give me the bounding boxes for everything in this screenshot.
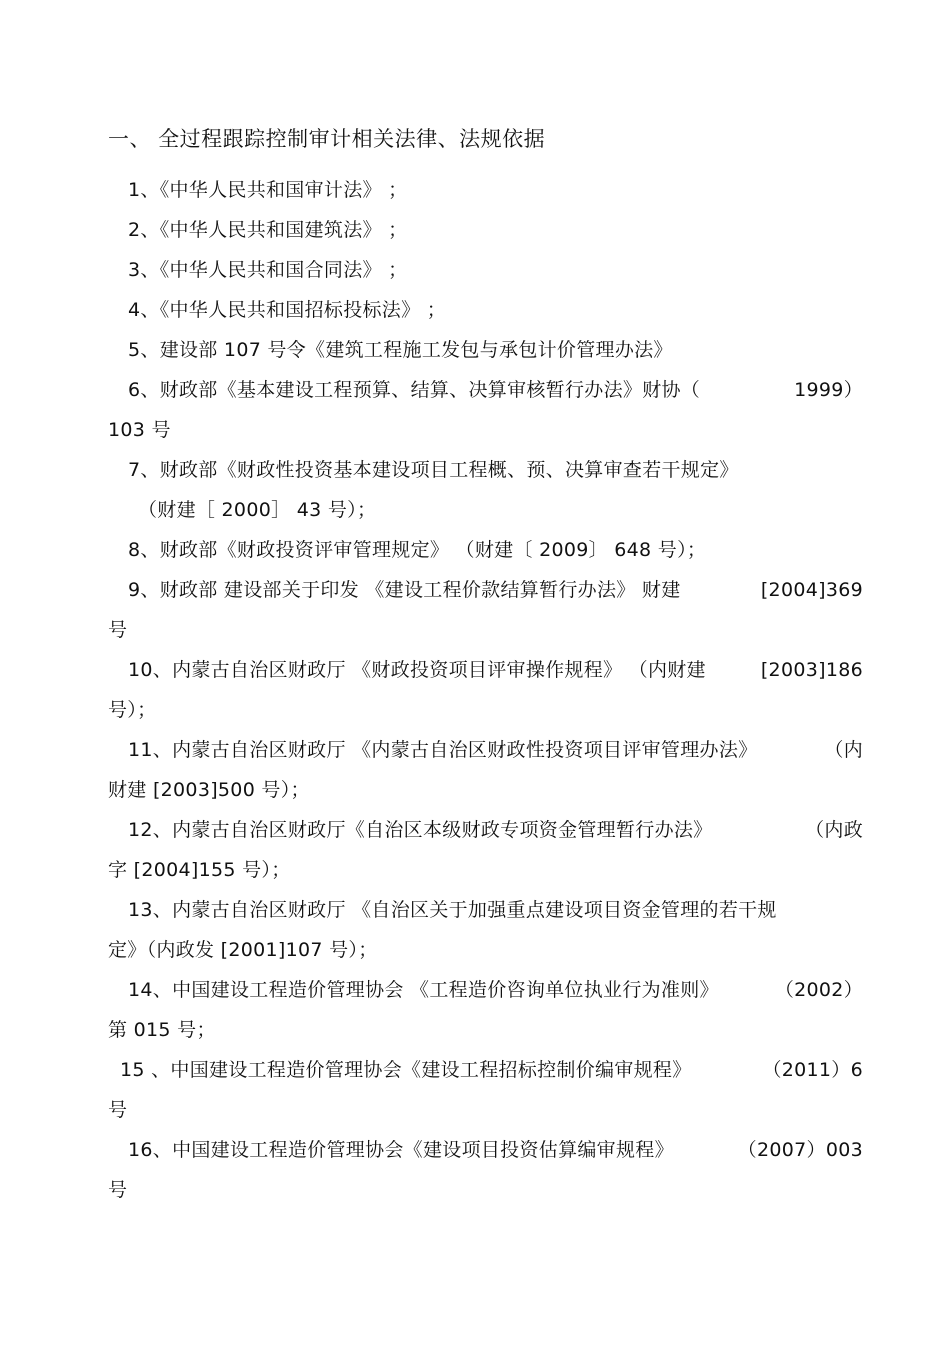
law-item-8: [108, 530, 863, 570]
law-item-text: 6、财政部《基本建设工程预算、结算、决算审核暂行办法》财协（: [128, 379, 701, 401]
law-item-text: 9、财政部 建设部关于印发 《建设工程价款结算暂行办法》 财建: [128, 579, 681, 601]
law-item-text: 8、财政部《财政投资评审管理规定》 （财建〔 2009〕 648 号）；: [128, 539, 707, 561]
law-item-tail: （2007）003: [737, 1139, 863, 1161]
law-item-tail: 1999）: [794, 379, 863, 401]
law-item-text: 13、内蒙古自治区财政厅 《自治区关于加强重点建设项目资金管理的若干规: [128, 899, 777, 921]
law-item-continuation: 第 015 号；: [108, 1019, 216, 1041]
law-item-text: 12、内蒙古自治区财政厅《自治区本级财政专项资金管理暂行办法》: [128, 819, 713, 841]
law-item-tail: （2002）: [774, 979, 863, 1001]
law-item-12: [108, 810, 863, 890]
law-item-16: [108, 1130, 863, 1210]
law-item-4: [108, 290, 863, 330]
law-item-continuation: 财建 [2003]500 号）；: [108, 779, 310, 801]
law-item-text: 1、《中华人民共和国审计法》 ；: [128, 179, 408, 201]
law-item-continuation: 号）；: [108, 699, 157, 721]
law-item-continuation: （财建［ 2000］ 43 号）；: [138, 499, 377, 521]
law-item-5: [108, 330, 863, 370]
law-item-text: 7、财政部《财政性投资基本建设项目工程概、预、决算审查若干规定》: [128, 459, 739, 481]
law-item-10: [108, 650, 863, 730]
law-item-14: [108, 970, 863, 1050]
law-item-continuation: 定》（内政发 [2001]107 号）；: [108, 939, 378, 961]
law-item-9: [108, 570, 863, 650]
law-item-tail: （2011）6: [762, 1059, 863, 1081]
law-item-text: 15 、中国建设工程造价管理协会《建设工程招标控制价编审规程》: [120, 1059, 692, 1081]
law-item-6: [108, 370, 863, 450]
law-item-text: 5、建设部 107 号令《建筑工程施工发包与承包计价管理办法》: [128, 339, 673, 361]
law-item-1: [108, 170, 863, 210]
law-item-text: 3、《中华人民共和国合同法》 ；: [128, 259, 408, 281]
law-item-7: [108, 450, 863, 530]
section-heading: 一、 全过程跟踪控制审计相关法律、法规依据: [108, 127, 546, 151]
law-item-continuation: 103 号: [108, 419, 171, 441]
law-item-2: [108, 210, 863, 250]
law-item-continuation: 号: [108, 619, 128, 641]
law-item-text: 2、《中华人民共和国建筑法》 ；: [128, 219, 408, 241]
law-item-tail: [2004]369: [760, 579, 863, 601]
law-item-text: 14、中国建设工程造价管理协会 《工程造价咨询单位执业行为准则》: [128, 979, 719, 1001]
law-item-tail: （内政: [805, 819, 863, 841]
law-item-text: 16、中国建设工程造价管理协会《建设项目投资估算编审规程》: [128, 1139, 674, 1161]
law-item-continuation: 号: [108, 1099, 128, 1121]
law-item-11: [108, 730, 863, 810]
law-item-continuation: 字 [2004]155 号）；: [108, 859, 291, 881]
law-item-tail: [2003]186: [760, 659, 863, 681]
law-item-3: [108, 250, 863, 290]
law-item-15: [108, 1050, 863, 1130]
law-item-13: [108, 890, 863, 970]
law-item-text: 10、内蒙古自治区财政厅 《财政投资项目评审操作规程》 （内财建: [128, 659, 706, 681]
law-item-continuation: 号: [108, 1179, 128, 1201]
law-item-text: 11、内蒙古自治区财政厅 《内蒙古自治区财政性投资项目评审管理办法》: [128, 739, 758, 761]
law-item-text: 4、《中华人民共和国招标投标法》 ；: [128, 299, 447, 321]
law-item-tail: （内: [824, 739, 863, 761]
